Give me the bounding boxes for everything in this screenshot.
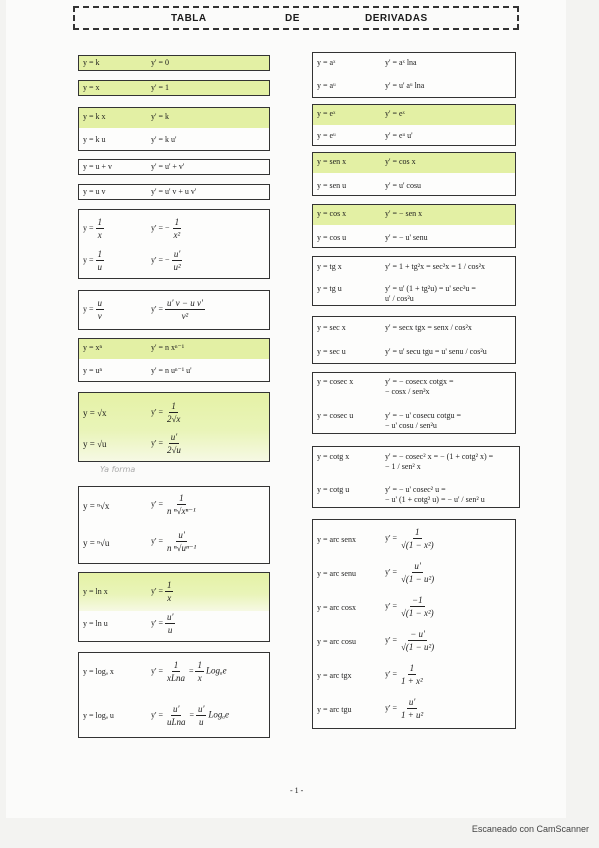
rule-eu-lhs: y = eᵘ xyxy=(317,131,336,140)
rule-cosine xyxy=(312,204,516,248)
rule-cosecant xyxy=(312,372,516,434)
rule-identity-rhs: y' = 1 xyxy=(151,83,169,92)
rule-arctgx-rhs: y' = xyxy=(385,669,397,679)
rule-pow-u-lhs: y = uⁿ xyxy=(83,366,103,375)
rule-secx-lhs: y = sec x xyxy=(317,323,346,332)
rule-ln-u-lhs: y = ln u xyxy=(83,619,108,628)
rule-sqrt-u-lhs: y = √u xyxy=(83,439,107,449)
rule-kx-rhs: y' = k xyxy=(151,112,169,121)
rule-log-x-rhs: y' = xyxy=(151,666,163,676)
rule-log-u-rhs: y' = xyxy=(151,710,163,720)
rule-tangent xyxy=(312,256,516,306)
rule-root-u-rhs: y' = xyxy=(151,536,163,546)
fraction: $\frac{1}{\text{√(1 − x²)}}$ xyxy=(400,527,434,550)
rule-cotgu-rhs-cont: − u' (1 + cotg² u) = − u' / sen² u xyxy=(385,495,485,504)
rule-ex-lhs: y = eˣ xyxy=(317,109,336,118)
rule-arccosx-rhs: y' = xyxy=(385,601,397,611)
rule-root-x-rhs: y' = xyxy=(151,499,163,509)
rule-cosecu-rhs: y' = − u' cosecu cotgu = xyxy=(385,411,461,420)
rule-cosecx-rhs: y' = − cosecx cotgx = xyxy=(385,377,454,386)
rule-cosecu-lhs: y = cosec u xyxy=(317,411,354,420)
rule-inv-u-rhs: y' = − xyxy=(151,255,170,265)
rule-cosecx-lhs: y = cosec x xyxy=(317,377,354,386)
rule-arcsenx-rhs: y' = xyxy=(385,533,397,543)
rule-tgu-rhs-cont: u' / cos²u xyxy=(385,294,414,303)
page-number: - 1 - xyxy=(290,786,304,795)
rule-sqrt-u-rhs: y' = xyxy=(151,438,163,448)
fraction: $\frac{1}{u}$ xyxy=(97,249,103,272)
rule-product xyxy=(78,184,270,200)
rule-constant-rhs: y' = 0 xyxy=(151,58,169,67)
rule-cosu-rhs: y' = − u' senu xyxy=(385,233,428,242)
rule-cosu-lhs: y = cos u xyxy=(317,233,347,242)
rule-arcsenu-lhs: y = arc senu xyxy=(317,569,356,578)
rule-constant xyxy=(78,55,270,71)
rule-quotient xyxy=(78,290,270,330)
rule-senx-rhs: y' = cos x xyxy=(385,157,416,166)
rule-tgu-rhs: y' = u' (1 + tg²u) = u' sec²u = xyxy=(385,284,476,293)
rule-sum xyxy=(78,159,270,175)
rule-arcsenx-lhs: y = arc senx xyxy=(317,535,356,544)
fraction: $\frac{- u'}{\text{√(1 − u²)}}$ xyxy=(400,629,435,652)
page-title xyxy=(73,6,519,30)
highlight-band xyxy=(79,108,269,128)
fraction: $\frac{u'}{2√u}$ xyxy=(166,432,181,455)
rule-product-lhs: y = u v xyxy=(83,187,106,196)
rule-sum-lhs: y = u + v xyxy=(83,162,113,171)
rule-reciprocal xyxy=(78,209,270,279)
rule-cosecu-rhs-cont: − u' cosu / sen²u xyxy=(385,421,437,430)
rule-ln-u-rhs: y' = xyxy=(151,618,163,628)
rule-kx-lhs: y = k x xyxy=(83,112,106,121)
rule-arcsenu-rhs: y' = xyxy=(385,567,397,577)
rule-log-x-lhs: y = logₐ x xyxy=(83,667,114,676)
rule-tgu-lhs: y = tg u xyxy=(317,284,342,293)
rule-ku-rhs: y' = k u' xyxy=(151,135,177,144)
rule-sine xyxy=(312,152,516,196)
rule-arccosu-lhs: y = arc cosu xyxy=(317,637,356,646)
rule-cosx-rhs: y' = − sen x xyxy=(385,209,423,218)
rule-tgx-lhs: y = tg x xyxy=(317,262,342,271)
rule-ax-rhs: y' = aˣ lna xyxy=(385,58,417,67)
rule-senx-lhs: y = sen x xyxy=(317,157,347,166)
fraction: $\frac{1}{x}$ xyxy=(97,217,103,240)
rule-logarithm: y = logₐ x y' = $\frac{1}{\text{xLna}}$ = $\frac{1}{x}$ Logₐe y = logₐ u y' = $\frac{u'}{\text{uLna}}$ = $\frac{u'}{u}$ Logₐe xyxy=(78,652,270,738)
highlight-band xyxy=(313,105,515,125)
fraction: $\frac{1}{x}$ xyxy=(166,580,172,603)
rule-ln-x-rhs: y' = xyxy=(151,586,163,596)
rule-cotgx-rhs-cont: − 1 / sen² x xyxy=(385,462,421,471)
fraction: $\frac{1}{2√x}$ xyxy=(166,401,181,424)
rule-au-rhs: y' = u' aᵘ lna xyxy=(385,81,425,90)
fraction: $\frac{1}{x}$ xyxy=(197,660,202,683)
fraction: $\frac{1}{\text{xLna}}$ xyxy=(166,660,185,683)
rule-ex-rhs: y' = eˣ xyxy=(385,109,405,118)
rule-inverse-trig xyxy=(312,519,516,729)
rule-au-lhs: y = aᵘ xyxy=(317,81,336,90)
rule-identity xyxy=(78,80,270,96)
fraction: $\frac{-1}{\text{√(1 − x²)}}$ xyxy=(400,595,434,618)
rule-secx-rhs: y' = secx tgx = senx / cos²x xyxy=(385,323,472,332)
fraction: $\frac{u'}{\text{uLna}}$ xyxy=(166,704,186,727)
fraction: $\frac{u'}{\text{√(1 − u²)}}$ xyxy=(400,561,435,584)
rule-cosx-lhs: y = cos x xyxy=(317,209,347,218)
rule-ax-lhs: y = aˣ xyxy=(317,58,336,67)
rule-arctgu-rhs: y' = xyxy=(385,703,397,713)
rule-pow-x-lhs: y = xⁿ xyxy=(83,343,103,352)
fraction: $\frac{\text{u' v − u v'}}{\text{v²}}$ xyxy=(166,298,203,321)
rule-product-rhs: y' = u' v + u v' xyxy=(151,187,197,196)
pencil-annotation: Ya forma xyxy=(100,465,136,474)
rule-cotgu-lhs: y = cotg u xyxy=(317,485,350,494)
rule-senu-rhs: y' = u' cosu xyxy=(385,181,422,190)
rule-constant-lhs: y = k xyxy=(83,58,100,67)
rule-senu-lhs: y = sen u xyxy=(317,181,347,190)
fraction: $\frac{u'}{u}$ xyxy=(197,704,205,727)
rule-inv-x-lhs: y = xyxy=(83,223,94,233)
rule-pow-u-rhs: y' = n uⁿ⁻¹ u' xyxy=(151,366,192,375)
rule-quot-lhs: y = xyxy=(83,304,94,314)
rule-square-root xyxy=(78,392,270,462)
rule-eu-rhs: y' = eᵘ u' xyxy=(385,131,413,140)
title-word-de: DE xyxy=(285,13,300,24)
rule-arctgx-lhs: y = arc tgx xyxy=(317,671,352,680)
fraction: $\frac{1}{\text{1 + x²}}$ xyxy=(400,663,423,686)
rule-arccosu-rhs: y' = xyxy=(385,635,397,645)
fraction: $\frac{u'}{\text{1 + u²}}$ xyxy=(400,697,424,720)
title-word-derivadas: DERIVADAS xyxy=(365,13,428,24)
rule-secant xyxy=(312,316,516,364)
rule-root-x-lhs: y = ⁿ√x xyxy=(83,501,110,511)
fraction: $\frac{1}{\text{x²}}$ xyxy=(173,217,181,240)
rule-arccosx-lhs: y = arc cosx xyxy=(317,603,356,612)
rule-pow-x-rhs: y' = n xⁿ⁻¹ xyxy=(151,343,185,352)
fraction: $\frac{u'}{\text{n ⁿ√uⁿ⁻¹}}$ xyxy=(166,530,197,553)
rule-sqrt-x-lhs: y = √x xyxy=(83,408,107,418)
rule-ku-lhs: y = k u xyxy=(83,135,106,144)
rule-cosecx-rhs-cont: − cosx / sen²x xyxy=(385,387,430,396)
rule-natural-log xyxy=(78,572,270,642)
rule-secu-rhs: y' = u' secu tgu = u' senu / cos²u xyxy=(385,347,487,356)
rule-tgx-rhs: y' = 1 + tg²x = sec²x = 1 / cos²x xyxy=(385,262,486,271)
rule-sum-rhs: y' = u' + v' xyxy=(151,162,185,171)
scanner-watermark: Escaneado con CamScanner xyxy=(471,824,589,834)
rule-cotgx-rhs: y' = − cosec² x = − (1 + cotg² x) = xyxy=(385,452,494,461)
rule-log-u-lhs: y = logₐ u xyxy=(83,711,114,720)
fraction: $\frac{1}{\text{n ⁿ√xⁿ⁻¹}}$ xyxy=(166,493,196,516)
rule-exponential-a xyxy=(312,52,516,98)
title-word-tabla: TABLA xyxy=(171,13,207,24)
rule-inv-u-lhs: y = xyxy=(83,255,94,265)
rule-identity-lhs: y = x xyxy=(83,83,100,92)
rule-cotangent xyxy=(312,446,520,508)
rule-nth-root xyxy=(78,486,270,564)
fraction: $\frac{u'}{\text{u²}}$ xyxy=(173,249,181,272)
rule-quot-rhs: y' = xyxy=(151,304,163,314)
rule-exponential-e xyxy=(312,104,516,146)
rule-cotgu-rhs: y' = − u' cosec² u = xyxy=(385,485,446,494)
rule-ln-x-lhs: y = ln x xyxy=(83,587,108,596)
fraction: $\frac{u}{v}$ xyxy=(97,298,103,321)
rule-constant-multiple xyxy=(78,107,270,151)
rule-root-u-lhs: y = ⁿ√u xyxy=(83,538,110,548)
rule-sqrt-x-rhs: y' = xyxy=(151,407,163,417)
rule-arctgu-lhs: y = arc tgu xyxy=(317,705,352,714)
rule-power xyxy=(78,338,270,382)
fraction: $\frac{u'}{u}$ xyxy=(166,612,174,635)
rule-secu-lhs: y = sec u xyxy=(317,347,346,356)
rule-cotgx-lhs: y = cotg x xyxy=(317,452,350,461)
rule-inv-x-rhs: y' = − xyxy=(151,223,170,233)
